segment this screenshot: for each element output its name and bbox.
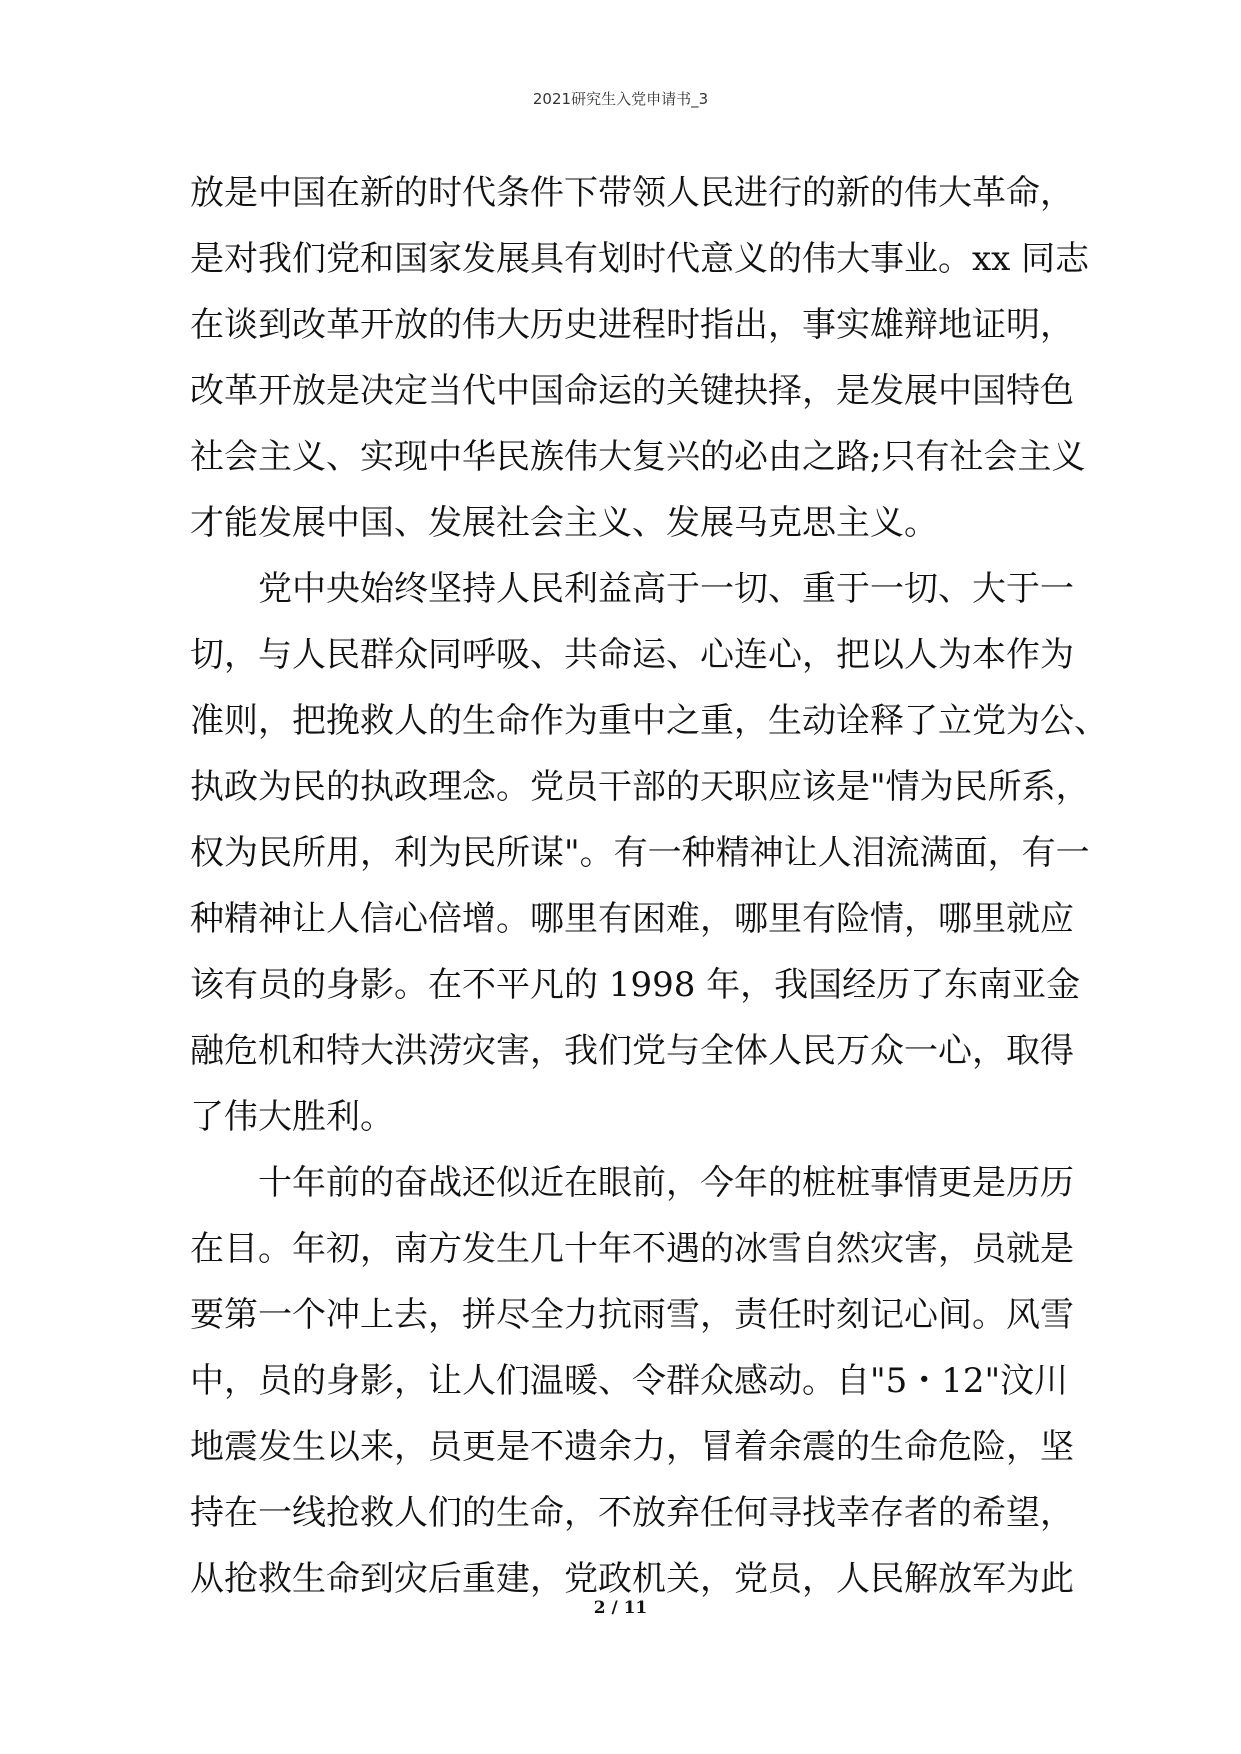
text-line: 执政为民的执政理念。党员干部的天职应该是"情为民所系， [190,767,1090,807]
paragraph-start-line: 十年前的奋战还似近在眼前，今年的桩桩事情更是历历 [258,1163,1074,1203]
text-line: 从抢救生命到灾后重建，党政机关，党员，人民解放军为此 [190,1559,1074,1599]
text-line: 持在一线抢救人们的生命，不放弃任何寻找幸存者的希望， [190,1493,1074,1533]
text-line: 种精神让人信心倍增。哪里有困难，哪里有险情，哪里就应 [190,899,1074,939]
text-line: 地震发生以来，员更是不遗余力，冒着余震的生命危险，坚 [190,1427,1074,1467]
page-header-title: 2021研究生入党申请书_3 [532,90,709,108]
page-number: 2 / 11 [593,1598,648,1618]
text-line: 权为民所用，利为民所谋"。有一种精神让人泪流满面，有一 [190,833,1090,873]
text-line: 融危机和特大洪涝灾害，我们党与全体人民万众一心，取得 [190,1031,1074,1071]
text-line: 了伟大胜利。 [190,1097,394,1137]
text-line: 是对我们党和国家发展具有划时代意义的伟大事业。xx 同志 [190,239,1090,279]
text-line: 放是中国在新的时代条件下带领人民进行的新的伟大革命， [190,173,1074,213]
text-line: 准则，把挽救人的生命作为重中之重，生动诠释了立党为公、 [190,701,1108,741]
body-text [190,160,1108,1612]
text-line: 中，员的身影，让人们温暖、令群众感动。自"5・12"汶川 [190,1361,1069,1401]
paragraph-start-line: 党中央始终坚持人民利益高于一切、重于一切、大于一 [258,569,1074,609]
text-line: 切，与人民群众同呼吸、共命运、心连心，把以人为本作为 [190,635,1074,675]
text-line: 在谈到改革开放的伟大历史进程时指出，事实雄辩地证明， [190,305,1074,345]
text-line: 才能发展中国、发展社会主义、发展马克思主义。 [190,503,938,543]
text-line: 该有员的身影。在不平凡的 1998 年，我国经历了东南亚金 [190,965,1081,1005]
text-line: 改革开放是决定当代中国命运的关键抉择，是发展中国特色 [190,371,1074,411]
text-line: 社会主义、实现中华民族伟大复兴的必由之路;只有社会主义 [190,437,1086,477]
text-line: 在目。年初，南方发生几十年不遇的冰雪自然灾害，员就是 [190,1229,1074,1269]
text-line: 要第一个冲上去，拼尽全力抗雨雪，责任时刻记心间。风雪 [190,1295,1074,1335]
